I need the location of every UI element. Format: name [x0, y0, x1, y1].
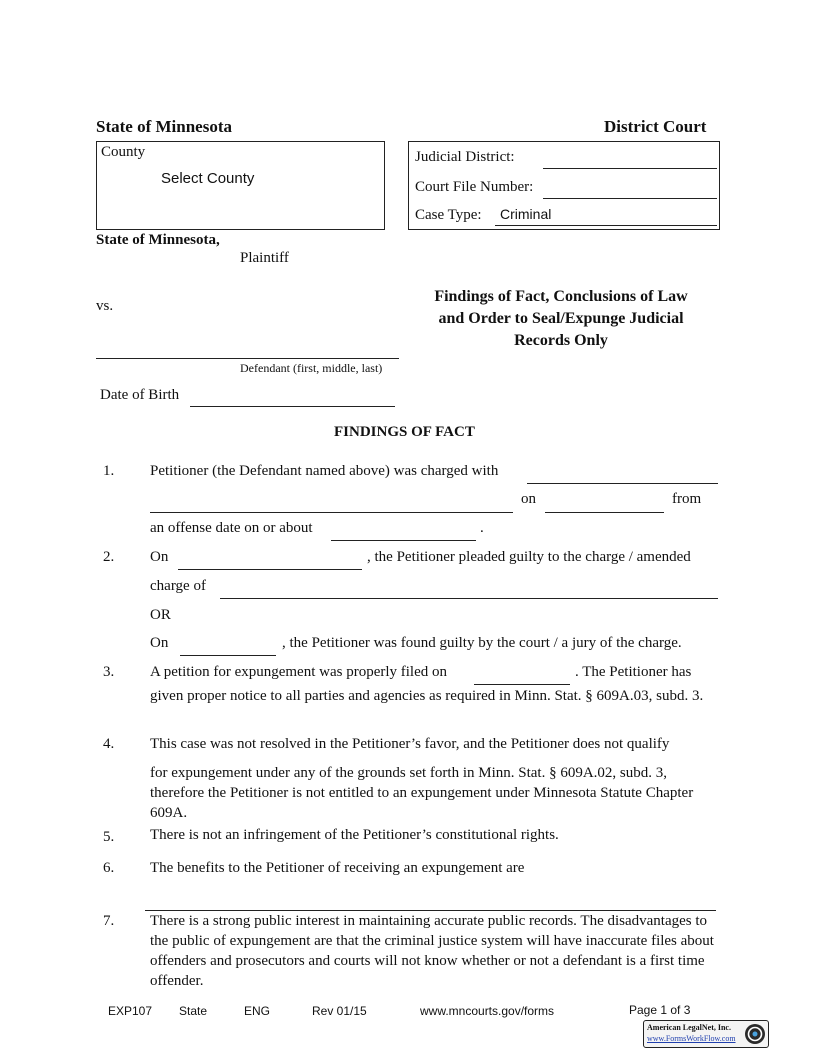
item-3-notice-text: given proper notice to all parties and agencies as required in Minn. Stat. § 609A.03, subd. 3. — [150, 688, 704, 704]
item-1-period: . — [480, 520, 484, 536]
item-5-number: 5. — [103, 829, 115, 845]
item-1-from: from — [672, 491, 702, 507]
item-2-verdict-text: , the Petitioner was found guilty by the court / a jury of the charge. — [282, 635, 682, 651]
item-6-text: The benefits to the Petitioner of receiving an expungement are — [150, 860, 525, 876]
plea-date-field[interactable] — [178, 569, 362, 570]
logo-website: www.FormsWorkFlow.com — [647, 1034, 736, 1043]
item-1-offense-date-text: an offense date on or about — [150, 520, 313, 536]
legalnet-logo[interactable] — [643, 1020, 769, 1048]
item-3-text: A petition for expungement was properly filed on — [150, 664, 448, 680]
defendant-name-field[interactable] — [96, 358, 399, 359]
item-2-number: 2. — [103, 549, 115, 565]
item-4-text: This case was not resolved in the Petitioner’s favor, and the Petitioner does not qualify — [150, 736, 670, 752]
item-2-on: On — [150, 549, 169, 565]
form-title — [404, 286, 718, 352]
item-2-charge-of: charge of — [150, 578, 206, 594]
item-5-text: There is not an infringement of the Petitioner’s constitutional rights. — [150, 827, 559, 843]
form-title-line-2: and Order to Seal/Expunge Judicial — [438, 310, 684, 327]
workflow-circle-icon — [744, 1023, 766, 1045]
case-type-underline — [495, 225, 717, 226]
footer-language: ENG — [244, 1004, 271, 1018]
footer-page-number: Page 1 of 3 — [629, 1003, 691, 1017]
defendant-caption: Defendant (first, middle, last) — [240, 361, 383, 375]
item-3-number: 3. — [103, 664, 115, 680]
form-title-line-1: Findings of Fact, Conclusions of Law — [434, 288, 688, 305]
vs-label: vs. — [96, 298, 114, 314]
state-heading: State of Minnesota — [96, 117, 232, 136]
item-1-text: Petitioner (the Defendant named above) was charged with — [150, 463, 499, 479]
form-title-line-3: Records Only — [514, 332, 608, 349]
item-2-text: , the Petitioner pleaded guilty to the charge / amended — [367, 549, 691, 565]
amended-charge-field[interactable] — [220, 598, 718, 599]
county-select[interactable]: Select County — [161, 170, 255, 187]
county-box — [96, 141, 385, 230]
dob-field[interactable] — [190, 406, 395, 407]
offense-date-field[interactable] — [331, 540, 476, 541]
item-7-number: 7. — [103, 913, 115, 929]
county-label: County — [101, 144, 146, 160]
logo-company-name: American LegalNet, Inc. — [647, 1023, 731, 1032]
item-3-text-b: . The Petitioner has — [575, 664, 692, 680]
judicial-district-label: Judicial District: — [415, 149, 515, 165]
court-file-number-label: Court File Number: — [415, 179, 534, 195]
judicial-district-field[interactable] — [543, 168, 717, 169]
verdict-date-field[interactable] — [180, 655, 276, 656]
findings-heading: FINDINGS OF FACT — [334, 424, 475, 440]
charge-field[interactable] — [527, 483, 718, 484]
plaintiff-name: State of Minnesota, — [96, 232, 220, 248]
court-file-number-field[interactable] — [543, 198, 717, 199]
item-7-text: There is a strong public interest in maintaining accurate public records. The disadvantages to the public of expungement are that the criminal justice system will have inaccurate files about offenders and prosecutors and courts will not know whether or not a defendant is a first time offender. — [150, 913, 714, 989]
footer-website: www.mncourts.gov/forms — [420, 1004, 555, 1018]
item-4-text-b: for expungement under any of the grounds set forth in Minn. Stat. § 609A.02, subd. 3, therefore the Petitioner is not entitled to an expungement under Minnesota Statute Chapter 609A. — [150, 765, 694, 821]
item-4-number: 4. — [103, 736, 115, 752]
case-info-box — [408, 141, 720, 230]
case-type-value[interactable]: Criminal — [500, 206, 552, 222]
item-1-number: 1. — [103, 463, 115, 479]
plaintiff-role: Plaintiff — [240, 250, 289, 266]
dob-label: Date of Birth — [100, 387, 180, 403]
footer-jurisdiction: State — [179, 1004, 208, 1018]
case-type-label: Case Type: — [415, 207, 482, 223]
charge-date-field[interactable] — [545, 512, 664, 513]
item-6-number: 6. — [103, 860, 115, 876]
charge-field-continued[interactable] — [150, 512, 513, 513]
footer-revision: Rev 01/15 — [312, 1004, 367, 1018]
item-2-or: OR — [150, 607, 171, 623]
item-2-on-alt: On — [150, 635, 169, 651]
court-heading: District Court — [604, 117, 707, 136]
item-1-on: on — [521, 491, 536, 507]
footer-form-id: EXP107 — [108, 1004, 153, 1018]
petition-date-field[interactable] — [474, 684, 570, 685]
